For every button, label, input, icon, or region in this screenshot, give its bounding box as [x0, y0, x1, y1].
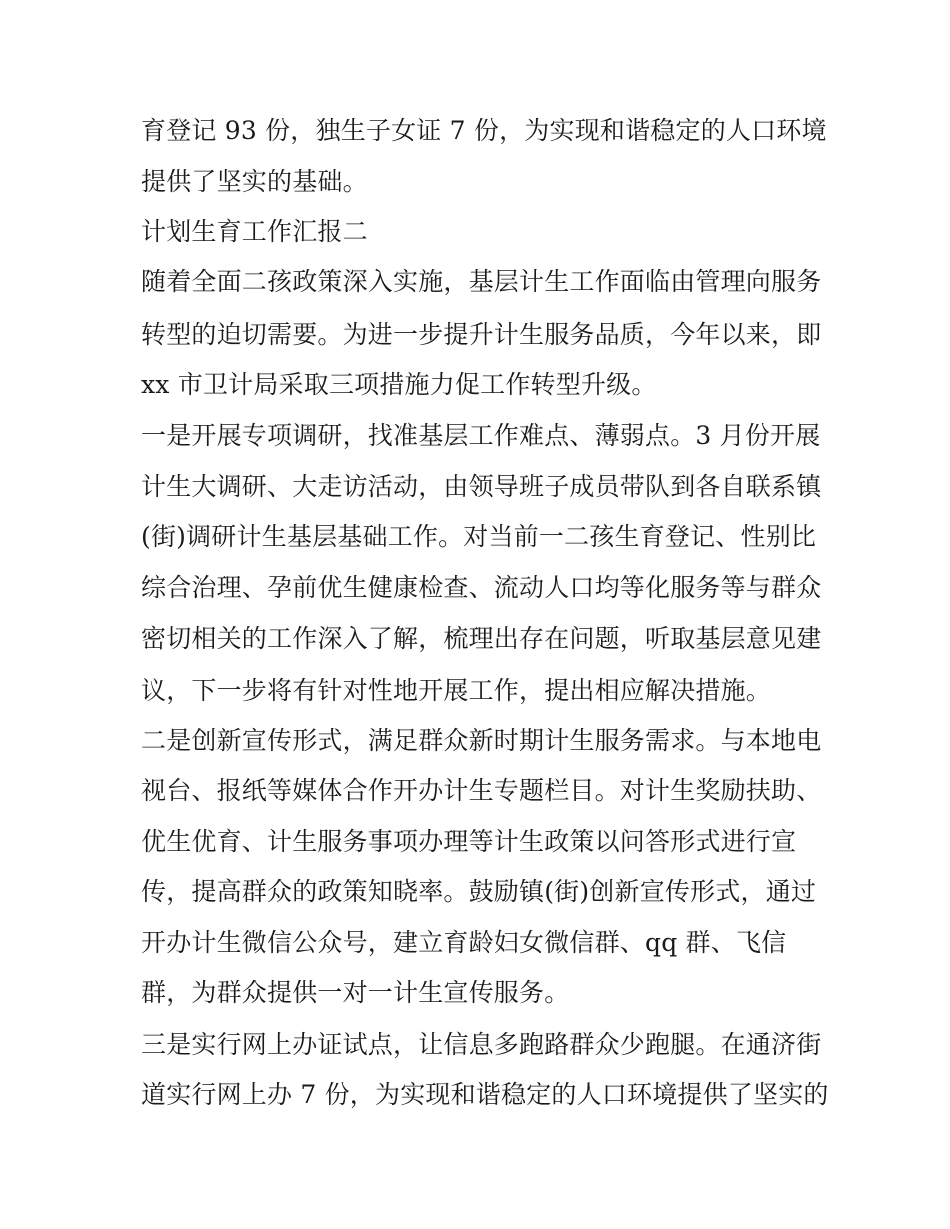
text-line: 视台、报纸等媒体合作开办计生专题栏目。对计生奖励扶助、: [141, 776, 822, 805]
text-line: 三是实行网上办证试点，让信息多跑路群众少跑腿。在通济街: [141, 1030, 822, 1059]
text-line: 议，下一步将有针对性地开展工作，提出相应解决措施。: [141, 676, 772, 705]
text-line: 提供了坚实的基础。: [141, 167, 368, 196]
text-line: 综合治理、孕前优生健康检查、流动人口均等化服务等与群众: [141, 573, 822, 602]
text-line: 计生大调研、大走访活动，由领导班子成员带队到各自联系镇: [141, 472, 822, 501]
text-line: 二是创新宣传形式，满足群众新时期计生服务需求。与本地电: [141, 726, 822, 755]
text-line: 一是开展专项调研，找准基层工作难点、薄弱点。3 月份开展: [141, 421, 821, 450]
text-line: (街)调研计生基层基础工作。对当前一二孩生育登记、性别比: [141, 522, 817, 551]
text-line: xx 市卫计局采取三项措施力促工作转型升级。: [141, 370, 657, 399]
section-heading: 计划生育工作汇报二: [141, 217, 368, 246]
text-line: 育登记 93 份，独生子女证 7 份，为实现和谐稳定的人口环境: [141, 116, 827, 145]
text-line: 群，为群众提供一对一计生宣传服务。: [141, 978, 570, 1007]
text-line: 传，提高群众的政策知晓率。鼓励镇(街)创新宣传形式，通过: [141, 877, 817, 906]
text-line: 道实行网上办 7 份，为实现和谐稳定的人口环境提供了坚实的: [141, 1080, 829, 1109]
text-line: 开办计生微信公众号，建立育龄妇女微信群、qq 群、飞信: [141, 928, 787, 957]
text-line: 转型的迫切需要。为进一步提升计生服务品质，今年以来，即: [141, 320, 822, 349]
text-line: 密切相关的工作深入了解，梳理出存在问题，听取基层意见建: [141, 624, 822, 653]
text-line: 优生优育、计生服务事项办理等计生政策以问答形式进行宣: [141, 827, 797, 856]
text-line: 随着全面二孩政策深入实施，基层计生工作面临由管理向服务: [141, 267, 822, 296]
